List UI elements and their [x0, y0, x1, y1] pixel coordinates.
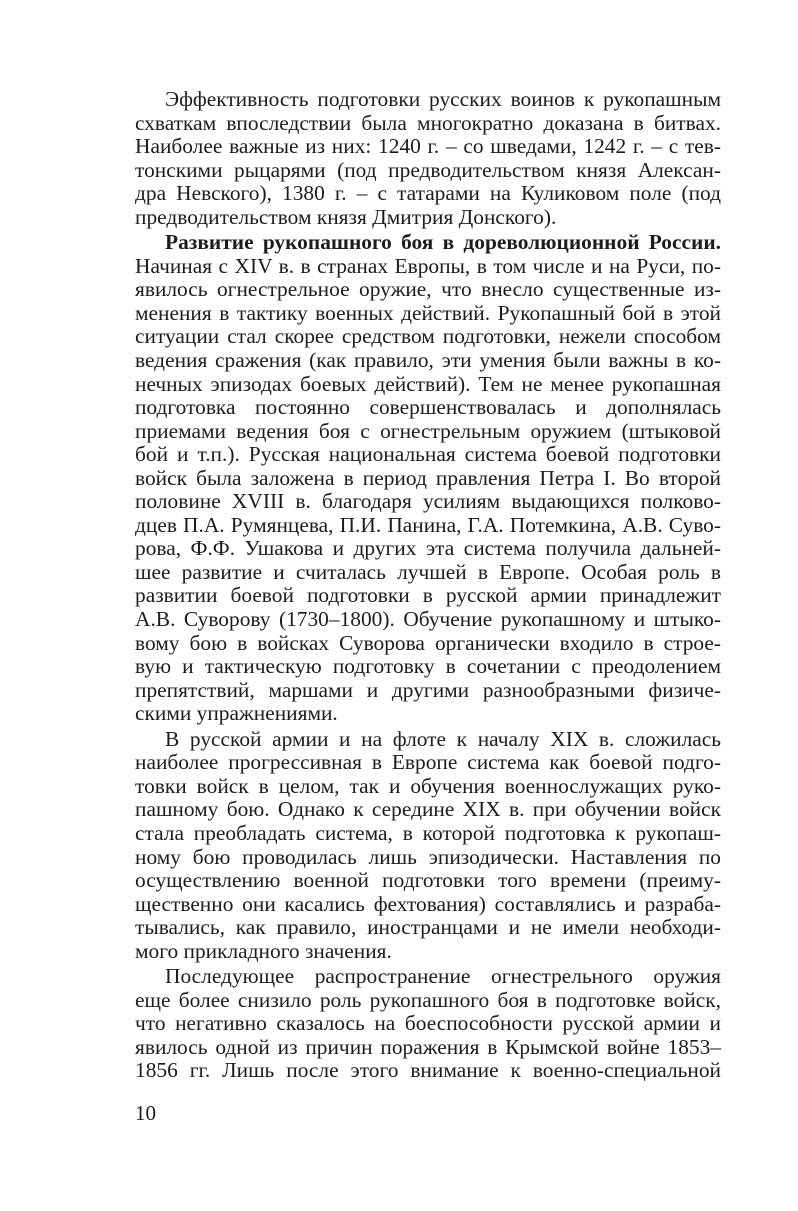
text-line: В русской армии и на флоте к началу XIX в. сложилась [165, 726, 721, 751]
text-line: А.В. Суворову (1730–1800). Обучение рукопашному и штыко- [135, 607, 721, 632]
text-line: явилось одной из причин поражения в Крымской войне 1853– [135, 1034, 721, 1059]
paragraph-3 [135, 728, 721, 963]
text-line: 1856 гг. Лишь после этого внимание к военно-специальной [135, 1058, 721, 1083]
text-line: товки войск в целом, так и обучения военнослужащих руко- [135, 773, 721, 798]
text-line: нечных эпизодах боевых действий). Тем не менее рукопашная [135, 371, 721, 396]
page-body [135, 88, 721, 1083]
text-line: мого прикладного значения. [135, 938, 392, 963]
paragraph-1 [135, 88, 721, 229]
paragraph-4 [135, 965, 721, 1083]
section-heading: Развитие рукопашного боя в дореволюционной России. [165, 230, 721, 255]
text-line: половине XVIII в. благодаря усилиям выдающихся полково- [135, 489, 721, 514]
text-line: Начиная с XIV в. в странах Европы, в том числе и на Руси, по- [135, 253, 721, 278]
text-line: дра Невского), 1380 г. – с татарами на Куликовом поле (под [135, 181, 721, 206]
text-line: наиболее прогрессивная в Европе система как боевой подго- [135, 750, 721, 775]
text-line: щественно они касались фехтования) составлялись и разраба- [135, 891, 721, 916]
text-line: шее развитие и считалась лучшей в Европе. Особая роль в [135, 559, 721, 584]
text-line: ведения сражения (как правило, эти умения были важны в ко- [135, 348, 721, 373]
text-line: осуществлению военной подготовки того времени (преиму- [135, 868, 721, 893]
text-line: бой и т.п.). Русская национальная система боевой подготовки [135, 442, 721, 467]
text-line: схваткам впоследствии была многократно доказана в битвах. [135, 110, 721, 135]
text-line: развитии боевой подготовки в русской армии принадлежит [135, 583, 721, 608]
text-line: вую и тактическую подготовку в сочетании с преодолением [135, 654, 721, 679]
text-line: тывались, как правило, иностранцами и не имели необходи- [135, 915, 721, 940]
text-line: предводительством князя Дмитрия Донского). [135, 204, 557, 229]
text-line: ному бою проводилась лишь эпизодически. Наставления по [135, 844, 721, 869]
text-line: дцев П.А. Румянцева, П.И. Панина, Г.А. Потемкина, А.В. Суво- [135, 512, 721, 537]
text-line: препятствий, маршами и другими разнообразными физиче- [135, 677, 721, 702]
text-line: скими упражнениями. [135, 701, 338, 726]
text-line: ситуации стал скорее средством подготовки, нежели способом [135, 324, 721, 349]
text-line: тонскими рыцарями (под предводительством князя Алексан- [135, 157, 721, 182]
text-line: войск была заложена в период правления Петра I. Во второй [135, 465, 721, 490]
text-line: еще более снизило роль рукопашного боя в подготовке войск, [135, 987, 721, 1012]
text-line: пашному бою. Однако к середине XIX в. при обучении войск [135, 797, 721, 822]
text-line: менения в тактику военных действий. Рукопашный бой в этой [135, 300, 721, 325]
text-line: подготовка постоянно совершенствовалась и дополнялась [135, 395, 721, 420]
text-line: Эффективность подготовки русских воинов к рукопашным [165, 87, 721, 111]
text-line: стала преобладать система, в которой подготовка к рукопаш- [135, 820, 721, 845]
text-line: рова, Ф.Ф. Ушакова и других эта система получила дальней- [135, 536, 721, 561]
text-line: что негативно сказалось на боеспособности русской армии и [135, 1011, 721, 1036]
text-line: приемами ведения боя с огнестрельным оружием (штыковой [135, 418, 721, 443]
text-line: Наиболее важные из них: 1240 г. – со шведами, 1242 г. – с тев- [135, 134, 721, 159]
text-line: Последующее распространение огнестрельного оружия [165, 964, 721, 989]
text-line: вому бою в войсках Суворова органически входило в строе- [135, 630, 721, 655]
paragraph-2 [135, 231, 721, 725]
text-line: явилось огнестрельное оружие, что внесло существенные из- [135, 277, 721, 302]
page-number: 10 [135, 1101, 156, 1125]
